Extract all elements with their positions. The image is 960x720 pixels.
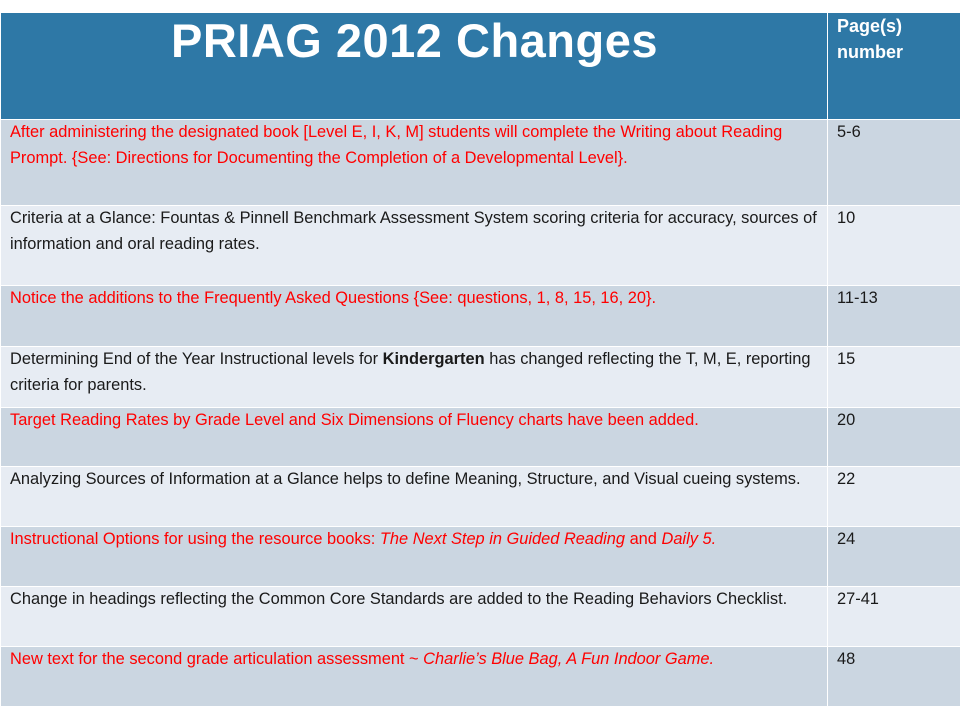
- description-text: and: [625, 530, 662, 548]
- description-text: New text for the second grade articulation assessment ~: [10, 650, 424, 668]
- page-column-label-line1: Page(s): [837, 16, 903, 36]
- change-description: Notice the additions to the Frequently Asked Questions {See: questions, 1, 8, 15, 16, 20}.: [1, 286, 828, 347]
- page-column-label-line2: number: [837, 42, 904, 62]
- page-number: 27-41: [828, 587, 960, 647]
- change-description: Change in headings reflecting the Common Core Standards are added to the Reading Behaviors Checklist.: [1, 587, 828, 647]
- change-description: After administering the designated book [Level E, I, K, M] students will complete the Writing about Reading Prompt. {See: Directions for Documenting the Completion of a Developmental Level}.: [1, 120, 828, 206]
- table-header-row: [1, 13, 960, 120]
- change-description: [1, 347, 828, 408]
- table-row: [1, 120, 960, 206]
- page-number: 22: [828, 467, 960, 527]
- table-row: [1, 587, 960, 647]
- page-number: 24: [828, 527, 960, 587]
- page-number: 15: [828, 347, 960, 408]
- change-description: Target Reading Rates by Grade Level and Six Dimensions of Fluency charts have been added.: [1, 408, 828, 467]
- page-number: 5-6: [828, 120, 960, 206]
- book-title: Daily 5.: [661, 530, 717, 548]
- page-number: 20: [828, 408, 960, 467]
- change-description: Criteria at a Glance: Fountas & Pinnell Benchmark Assessment System scoring criteria for accuracy, sources of information and oral reading rates.: [1, 206, 828, 286]
- table-row: [1, 286, 960, 347]
- page-number: 48: [828, 647, 960, 707]
- changes-table: [0, 12, 960, 707]
- table-row: [1, 347, 960, 408]
- description-text: Instructional Options for using the resource books:: [10, 530, 380, 548]
- table-row: [1, 408, 960, 467]
- change-description: [1, 647, 828, 707]
- table-row: [1, 206, 960, 286]
- change-description: [1, 527, 828, 587]
- page-number: 10: [828, 206, 960, 286]
- table-row: [1, 527, 960, 587]
- description-text: Determining End of the Year Instructional levels for: [10, 350, 383, 368]
- book-title: The Next Step in Guided Reading: [379, 530, 626, 548]
- change-description: Analyzing Sources of Information at a Glance helps to define Meaning, Structure, and Visual cueing systems.: [1, 467, 828, 527]
- page-number-column-header: [828, 13, 960, 120]
- description-text: has changed reflecting the T, M, E, reporting criteria for parents.: [10, 350, 811, 394]
- table-row: [1, 647, 960, 707]
- table-row: [1, 467, 960, 527]
- description-bold-text: Kindergarten: [382, 350, 485, 368]
- book-title: Charlie’s Blue Bag, A Fun Indoor Game.: [423, 650, 715, 668]
- page-number: 11-13: [828, 286, 960, 347]
- page-title: PRIAG 2012 Changes: [1, 13, 828, 120]
